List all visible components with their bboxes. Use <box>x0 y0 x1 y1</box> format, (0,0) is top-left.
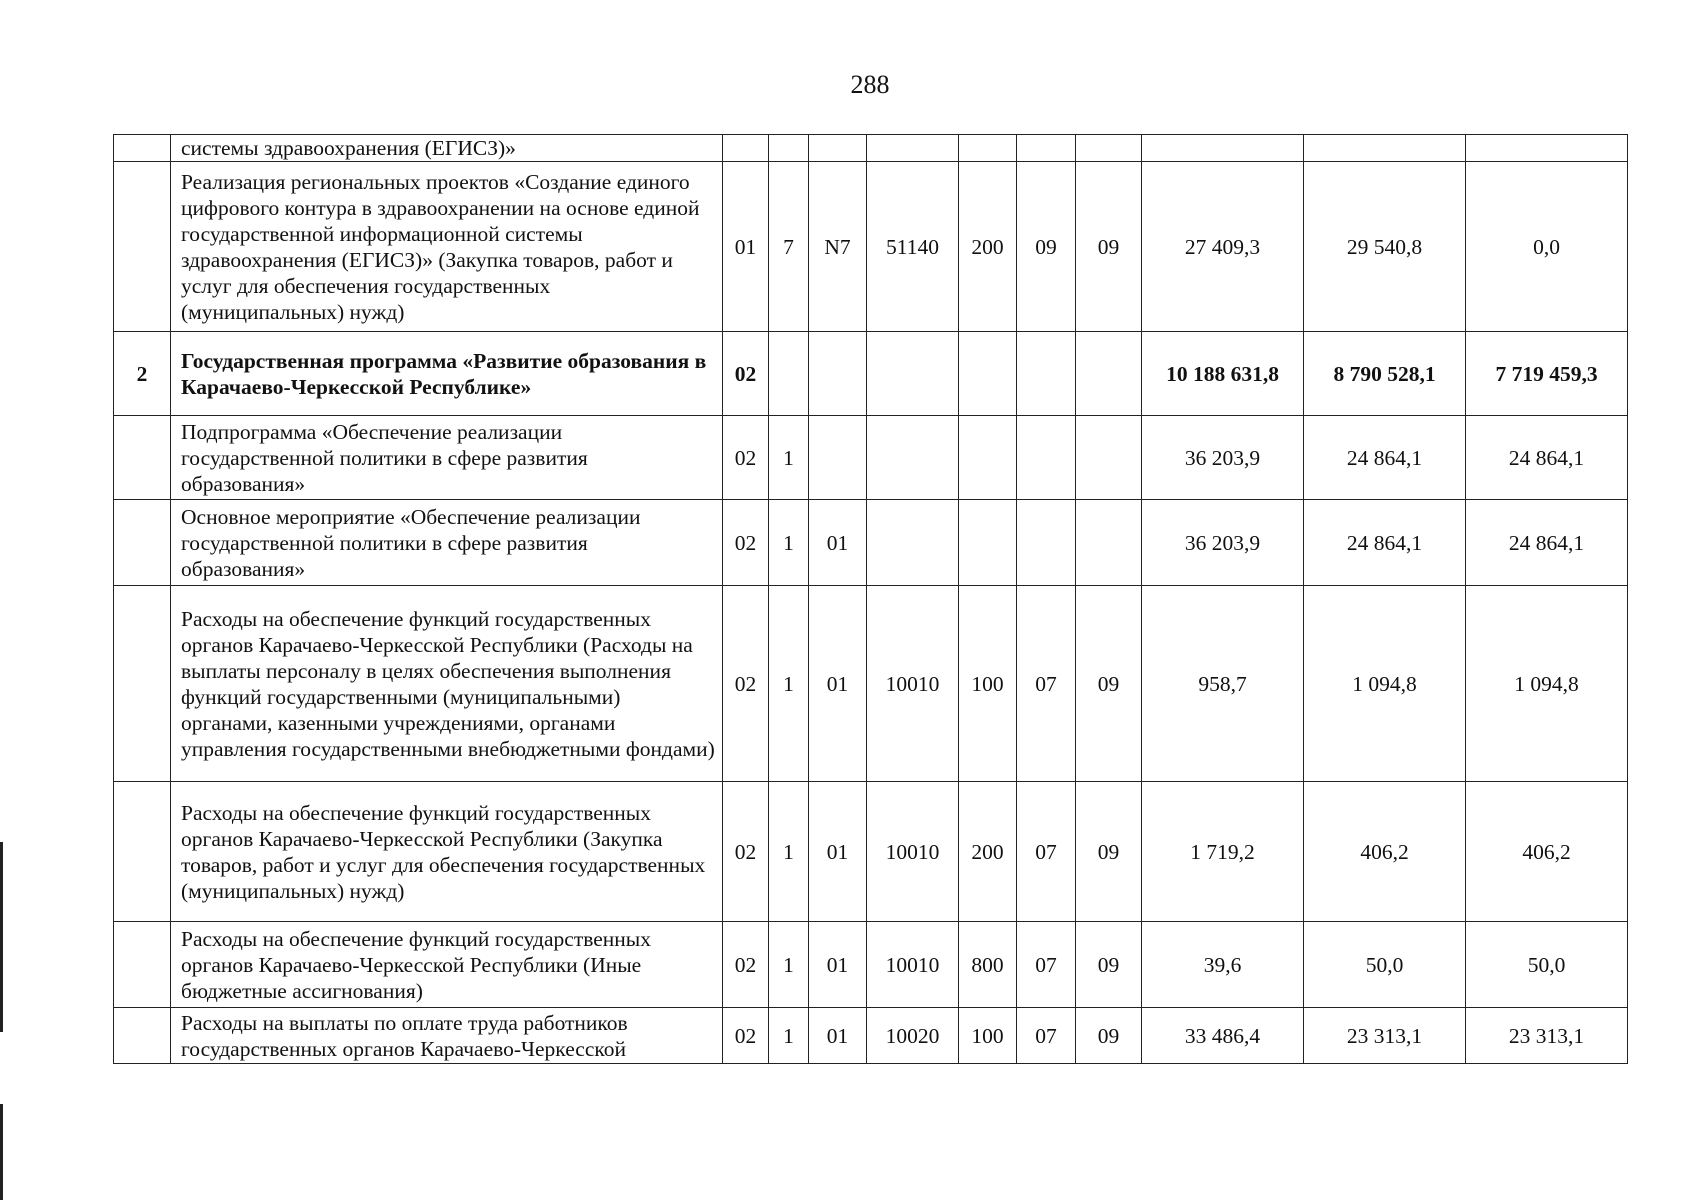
code-section <box>1017 416 1076 500</box>
amount-year-2 <box>1304 135 1466 162</box>
code-subprogram: 1 <box>769 586 809 782</box>
table-row <box>114 1008 1628 1064</box>
code-subsection: 09 <box>1076 162 1142 332</box>
code-expense-type <box>959 135 1017 162</box>
amount-year-2: 8 790 528,1 <box>1304 332 1466 416</box>
row-description: Подпрограмма «Обеспечение реализации государственной политики в сфере развития образования» <box>171 416 723 500</box>
amount-year-3: 50,0 <box>1466 922 1628 1008</box>
row-description: Расходы на обеспечение функций государственных органов Карачаево-Черкесской Республики (Иные бюджетные ассигнования) <box>171 922 723 1008</box>
amount-year-1: 27 409,3 <box>1142 162 1304 332</box>
code-event: 01 <box>809 922 867 1008</box>
code-subsection <box>1076 135 1142 162</box>
code-event: N7 <box>809 162 867 332</box>
code-program: 02 <box>723 416 769 500</box>
amount-year-2: 24 864,1 <box>1304 416 1466 500</box>
row-description: Расходы на выплаты по оплате труда работников государственных органов Карачаево-Черкесской <box>171 1008 723 1064</box>
code-direction: 51140 <box>867 162 959 332</box>
code-expense-type <box>959 416 1017 500</box>
scan-edge-mark-upper <box>0 842 3 1032</box>
code-event: 01 <box>809 782 867 922</box>
code-direction: 10020 <box>867 1008 959 1064</box>
code-program: 01 <box>723 162 769 332</box>
page-number: 288 <box>850 70 890 99</box>
code-subprogram <box>769 332 809 416</box>
row-description: Государственная программа «Развитие образования в Карачаево-Черкесской Республике» <box>171 332 723 416</box>
code-direction <box>867 500 959 586</box>
code-expense-type <box>959 332 1017 416</box>
row-description: Расходы на обеспечение функций государственных органов Карачаево-Черкесской Республики (Закупка товаров, работ и услуг для обеспечения государственных (муниципальных) нужд) <box>171 782 723 922</box>
table-row <box>114 135 1628 162</box>
code-section: 07 <box>1017 922 1076 1008</box>
row-description: Реализация региональных проектов «Создание единого цифрового контура в здравоохранении на основе единой государственной информационной системы здравоохранения (ЕГИСЗ)» (Закупка товаров, работ и услуг для обеспечения государственных (муниципальных) нужд) <box>171 162 723 332</box>
amount-year-2: 29 540,8 <box>1304 162 1466 332</box>
code-subsection <box>1076 332 1142 416</box>
row-number <box>114 586 171 782</box>
code-expense-type: 800 <box>959 922 1017 1008</box>
code-expense-type: 200 <box>959 782 1017 922</box>
amount-year-3: 7 719 459,3 <box>1466 332 1628 416</box>
amount-year-2: 23 313,1 <box>1304 1008 1466 1064</box>
code-section <box>1017 332 1076 416</box>
amount-year-3: 24 864,1 <box>1466 416 1628 500</box>
amount-year-1: 33 486,4 <box>1142 1008 1304 1064</box>
code-program: 02 <box>723 332 769 416</box>
row-number <box>114 500 171 586</box>
code-direction <box>867 135 959 162</box>
amount-year-2: 24 864,1 <box>1304 500 1466 586</box>
row-description: Расходы на обеспечение функций государственных органов Карачаево-Черкесской Республики (Расходы на выплаты персоналу в целях обеспечения выполнения функций государственными (муниципальными) органами, казенными учреждениями, органами управления государственными внебюджетными фондами) <box>171 586 723 782</box>
code-program: 02 <box>723 586 769 782</box>
code-event <box>809 332 867 416</box>
code-section: 07 <box>1017 1008 1076 1064</box>
amount-year-3 <box>1466 135 1628 162</box>
amount-year-3: 1 094,8 <box>1466 586 1628 782</box>
code-direction: 10010 <box>867 782 959 922</box>
code-subsection: 09 <box>1076 1008 1142 1064</box>
code-expense-type <box>959 500 1017 586</box>
table-row <box>114 922 1628 1008</box>
code-subsection: 09 <box>1076 922 1142 1008</box>
amount-year-1: 958,7 <box>1142 586 1304 782</box>
row-description: системы здравоохранения (ЕГИСЗ)» <box>171 135 723 162</box>
row-number <box>114 782 171 922</box>
code-subprogram <box>769 135 809 162</box>
amount-year-1: 39,6 <box>1142 922 1304 1008</box>
code-subprogram: 1 <box>769 1008 809 1064</box>
code-event: 01 <box>809 1008 867 1064</box>
row-number: 2 <box>114 332 171 416</box>
budget-table-body <box>114 135 1628 1064</box>
code-program <box>723 135 769 162</box>
code-section: 07 <box>1017 586 1076 782</box>
code-expense-type: 100 <box>959 586 1017 782</box>
row-number <box>114 922 171 1008</box>
code-subsection <box>1076 500 1142 586</box>
table-row <box>114 416 1628 500</box>
amount-year-1: 1 719,2 <box>1142 782 1304 922</box>
amount-year-3: 23 313,1 <box>1466 1008 1628 1064</box>
scan-edge-mark-lower <box>0 1104 3 1200</box>
code-section <box>1017 135 1076 162</box>
code-subprogram: 1 <box>769 500 809 586</box>
code-event: 01 <box>809 586 867 782</box>
code-subprogram: 7 <box>769 162 809 332</box>
code-program: 02 <box>723 1008 769 1064</box>
amount-year-1: 10 188 631,8 <box>1142 332 1304 416</box>
code-direction: 10010 <box>867 922 959 1008</box>
row-number <box>114 162 171 332</box>
amount-year-1: 36 203,9 <box>1142 416 1304 500</box>
code-program: 02 <box>723 500 769 586</box>
code-subsection: 09 <box>1076 782 1142 922</box>
table-row <box>114 500 1628 586</box>
table-row <box>114 332 1628 416</box>
code-event: 01 <box>809 500 867 586</box>
amount-year-1: 36 203,9 <box>1142 500 1304 586</box>
code-event <box>809 416 867 500</box>
table-row <box>114 162 1628 332</box>
table-row <box>114 782 1628 922</box>
amount-year-2: 1 094,8 <box>1304 586 1466 782</box>
amount-year-1 <box>1142 135 1304 162</box>
code-direction: 10010 <box>867 586 959 782</box>
row-description: Основное мероприятие «Обеспечение реализации государственной политики в сфере развития образования» <box>171 500 723 586</box>
amount-year-3: 406,2 <box>1466 782 1628 922</box>
code-expense-type: 100 <box>959 1008 1017 1064</box>
row-number <box>114 1008 171 1064</box>
amount-year-2: 406,2 <box>1304 782 1466 922</box>
amount-year-3: 0,0 <box>1466 162 1628 332</box>
code-subprogram: 1 <box>769 782 809 922</box>
row-number <box>114 416 171 500</box>
amount-year-3: 24 864,1 <box>1466 500 1628 586</box>
code-expense-type: 200 <box>959 162 1017 332</box>
code-event <box>809 135 867 162</box>
code-section <box>1017 500 1076 586</box>
amount-year-2: 50,0 <box>1304 922 1466 1008</box>
budget-table <box>113 134 1628 1064</box>
code-subprogram: 1 <box>769 922 809 1008</box>
code-direction <box>867 416 959 500</box>
code-subprogram: 1 <box>769 416 809 500</box>
code-program: 02 <box>723 782 769 922</box>
code-subsection <box>1076 416 1142 500</box>
code-section: 07 <box>1017 782 1076 922</box>
code-direction <box>867 332 959 416</box>
table-row <box>114 586 1628 782</box>
row-number <box>114 135 171 162</box>
code-subsection: 09 <box>1076 586 1142 782</box>
code-section: 09 <box>1017 162 1076 332</box>
code-program: 02 <box>723 922 769 1008</box>
